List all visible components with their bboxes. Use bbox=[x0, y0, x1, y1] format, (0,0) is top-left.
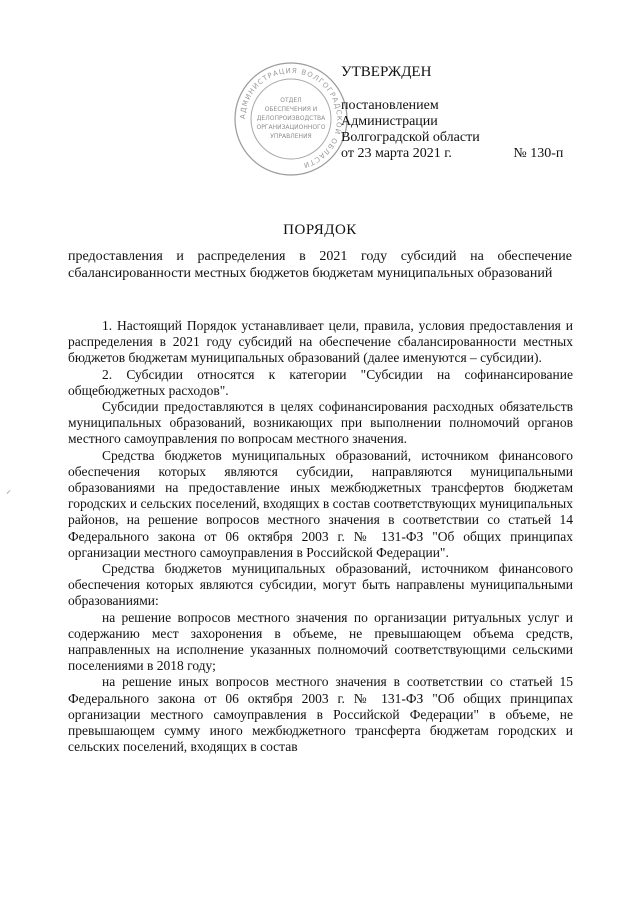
approval-number: № 130-п bbox=[513, 146, 564, 161]
document-body bbox=[68, 318, 573, 755]
paragraph: на решение вопросов местного значения по организации ритуальных услуг и содержанию мест захоронения в объеме, не превышающем объема средств, направленных на исполнение указанных полномочий соответствующими сельскими поселениями в 2018 году; bbox=[68, 609, 573, 674]
svg-text:АДМИНИСТРАЦИЯ ВОЛГОГРАДСКОЙ ОБ: АДМИНИСТРАЦИЯ ВОЛГОГРАДСКОЙ ОБЛАСТИ bbox=[238, 66, 344, 170]
paragraph: 2. Субсидии относятся к категории "Субсидии на софинансирование общебюджетных расходов". bbox=[68, 366, 573, 398]
paragraph: 1. Настоящий Порядок устанавливает цели, правила, условия предоставления и распределения в 2021 году субсидий на обеспечение сбалансированности местных бюджетов бюджетам муниципальных образований (далее именуются – субсидии). bbox=[68, 318, 573, 366]
seal-center-line: УПРАВЛЕНИЯ bbox=[270, 133, 312, 140]
seal-center-line: ДЕЛОПРОИЗВОДСТВА bbox=[256, 115, 326, 122]
approval-line-3: Волгоградской области bbox=[341, 130, 480, 145]
paragraph: Средства бюджетов муниципальных образований, источником финансового обеспечения которых являются субсидии, направляются муниципальными образованиями на предоставление иных межбюджетных трансфертов бюджетам городских и сельских поселений, входящих в состав соответствующих муниципальных районов, на решение вопросов местного значения в соответствии со статьей 14 Федерального закона от 06 октября 2003 г. № 131-ФЗ "Об общих принципах организации местного самоуправления в Российской Федерации". bbox=[68, 447, 573, 560]
seal-center-line: ОБЕСПЕЧЕНИЯ И bbox=[264, 106, 318, 113]
paragraph: Субсидии предоставляются в целях софинансирования расходных обязательств муниципальных образований, возникающих при выполнении полномочий органов местного самоуправления по вопросам местного значения. bbox=[68, 399, 573, 447]
approval-date: 23 марта 2021 г. bbox=[357, 146, 452, 161]
paragraph: Средства бюджетов муниципальных образований, источником финансового обеспечения которых являются субсидии, могут быть направлены муниципальными образованиями: bbox=[68, 561, 573, 609]
approval-line-2: Администрации bbox=[341, 114, 438, 129]
approval-date-line bbox=[341, 146, 563, 162]
document-title: ПОРЯДОК bbox=[283, 222, 357, 238]
approval-head: УТВЕРЖДЕН bbox=[341, 64, 432, 80]
document-subtitle: предоставления и распределения в 2021 году субсидий на обеспечение сбалансированности местных бюджетов бюджетам муниципальных образований bbox=[68, 249, 572, 281]
approval-line-1: постановлением bbox=[341, 98, 439, 113]
stamp-seal-icon bbox=[232, 60, 350, 178]
approval-block bbox=[341, 64, 564, 161]
approval-date-prefix: от bbox=[341, 146, 354, 161]
margin-mark: ⸝ bbox=[6, 485, 11, 496]
paragraph: на решение иных вопросов местного значения в соответствии со статьей 15 Федерального закона от 06 октября 2003 г. № 131-ФЗ "Об общих принципах организации местного самоуправления в Российской Федерации" в объеме, не превышающем сумму иного межбюджетного трансферта бюджетам городских и сельских поселений, входящих в состав bbox=[68, 674, 573, 755]
seal-center-line: ОТДЕЛ bbox=[280, 97, 302, 104]
seal-center-line: ОРГАНИЗАЦИОННОГО bbox=[256, 124, 326, 131]
